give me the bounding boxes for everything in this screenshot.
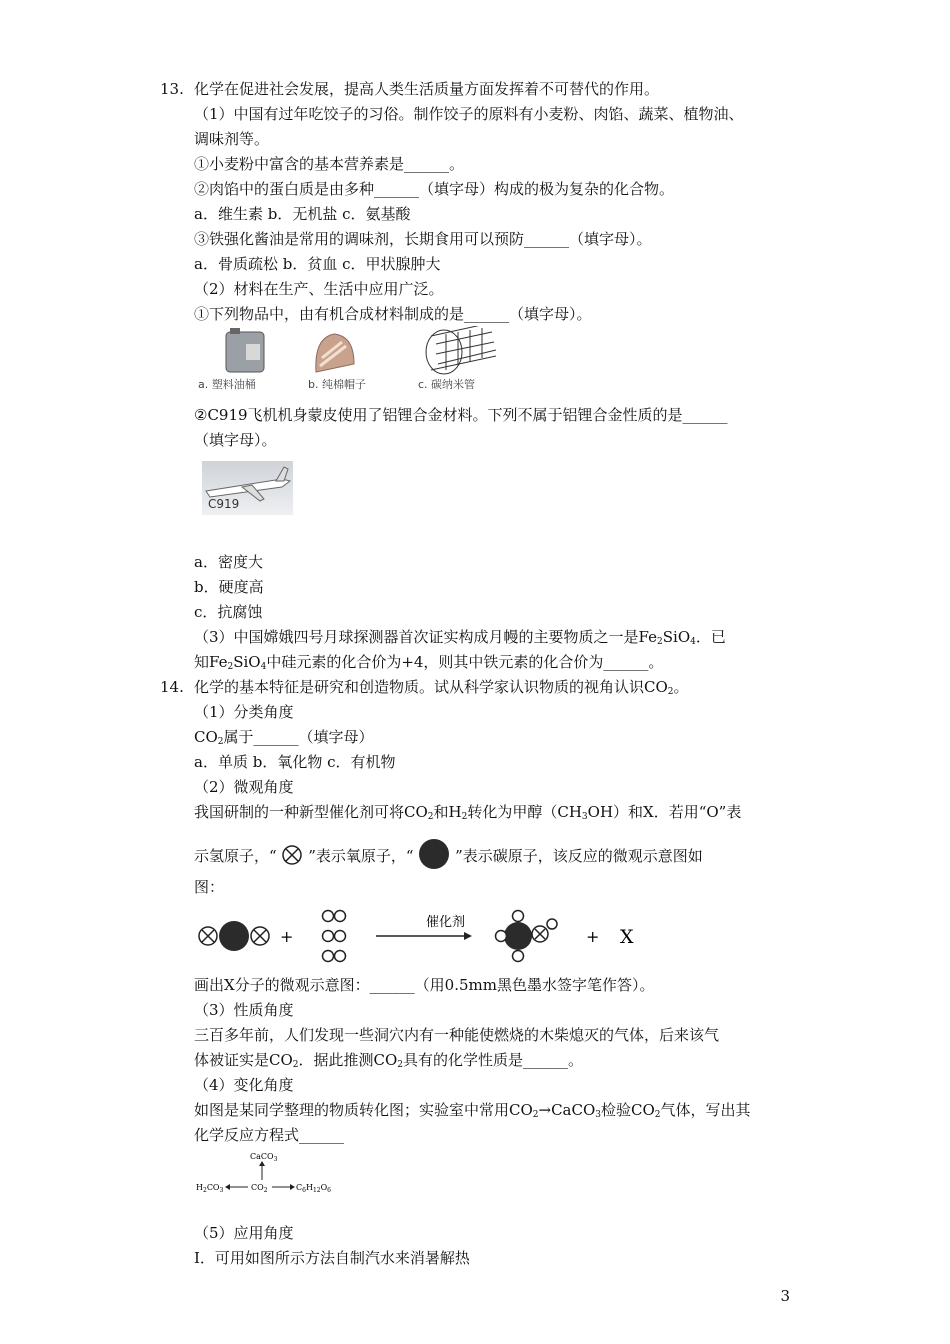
q14-part1-options: a．单质 b．氧化物 c．有机物: [194, 753, 396, 771]
h2-molecules-icon: [323, 911, 346, 962]
q13-alloy-question-line1: ②C919飞机机身蒙皮使用了铝锂合金材料。下列不属于铝锂合金性质的是______: [194, 406, 728, 424]
reaction-diagram: [196, 904, 646, 968]
product-x-label: X: [620, 926, 634, 948]
q14-number: 14.: [160, 678, 184, 696]
q14-part4-line1: 如图是某同学整理的物质转化图；实验室中常用$CO_2\to CaCO_3$检验$CO_2$气体，写出其: [194, 1101, 751, 1120]
caption-cotton-cap: b. 纯棉帽子: [308, 378, 366, 391]
materials-figure: [196, 326, 506, 392]
q13-sub1: ①小麦粉中富含的基本营养素是______。: [194, 155, 465, 173]
q13-alloy-option-a: a．密度大: [194, 553, 263, 571]
q14-part4: （4）变化角度: [194, 1076, 294, 1094]
conversion-diagram: [196, 1148, 346, 1198]
q14-part2-line3: 图：: [194, 878, 225, 896]
cotton-cap-image: [316, 334, 354, 372]
caption-plastic-bucket: a. 塑料油桶: [198, 378, 256, 391]
q13-part3-line2: 知$Fe_2SiO_4$中硅元素的化合价为+4，则其中铁元素的化合价为______。: [194, 653, 664, 672]
carbon-atom-icon: [418, 838, 450, 870]
c919-plane-photo: [202, 461, 293, 515]
svg-text:C6H12O6: $C_6H_{12}O_6$: [296, 1183, 331, 1194]
q13-part2: （2）材料在生产、生活中应用广泛。: [194, 280, 444, 298]
q13-alloy-option-b: b．硬度高: [194, 578, 264, 596]
svg-text:CaCO3: CaCO$_3$: [250, 1152, 278, 1163]
q14-stem: 化学的基本特征是研究和创造物质。试从科学家认识物质的视角认识$CO_2$。: [194, 678, 689, 697]
q13-part1-line1: （1）中国有过年吃饺子的习俗。制作饺子的原料有小麦粉、肉馅、蔬菜、植物油、: [194, 105, 744, 123]
q13-number: 13.: [160, 80, 184, 98]
q13-sub3-options: a．骨质疏松 b．贫血 c．甲状腺肿大: [194, 255, 441, 273]
q14-part1: （1）分类角度: [194, 703, 294, 721]
q13-sub3: ③铁强化酱油是常用的调味剂，长期食用可以预防______（填字母）。: [194, 230, 652, 248]
reaction-drawing: [196, 904, 646, 968]
q14-part2-line2: 示氢原子，“ ”表示氧原子，“ ”表示碳原子，该反应的微观示意图如: [194, 838, 703, 870]
q14-part3-line1: 三百多年前，人们发现一些洞穴内有一种能使燃烧的木柴熄灭的气体，后来该气: [194, 1026, 720, 1044]
plus-sign-2: +: [586, 927, 600, 946]
q13-sub2-options: a．维生素 b．无机盐 c．氨基酸: [194, 205, 411, 223]
q13-part1-line2: 调味剂等。: [194, 130, 270, 148]
caption-carbon-nanotube: c. 碳纳米管: [418, 378, 476, 391]
q13-sub2: ②肉馅中的蛋白质是由多种______（填字母）构成的极为复杂的化合物。: [194, 180, 675, 198]
methanol-molecule-icon: [496, 911, 558, 962]
plane-label: C919: [208, 497, 240, 511]
q13-alloy-option-c: c．抗腐蚀: [194, 603, 263, 621]
q14-part2-answer: 画出X分子的微观示意图：______（用0.5mm黑色墨水签字笔作答）。: [194, 976, 655, 994]
page-number: 3: [780, 1287, 790, 1305]
q14-part5-line1: I．可用如图所示方法自制汽水来消暑解热: [194, 1249, 470, 1267]
q14-part2: （2）微观角度: [194, 778, 294, 796]
q13-alloy-question-line2: （填字母）。: [194, 431, 277, 449]
plus-sign-1: +: [280, 927, 294, 946]
q14-part2-line1: 我国研制的一种新型催化剂可将$CO_2$和$H_2$转化为甲醇$(CH_3OH)$和X．若用“O”表: [194, 803, 742, 822]
svg-text:CO2: $CO_2$: [251, 1183, 268, 1194]
q14-part3-line2: 体被证实是$CO_2$．据此推测$CO_2$具有的化学性质是______。: [194, 1051, 584, 1070]
reaction-arrowhead: [464, 932, 472, 940]
q13-materials-question: ①下列物品中，由有机合成材料制成的是______（填字母）。: [194, 305, 592, 323]
svg-text:H2CO3: $H_2CO_3$: [196, 1183, 224, 1194]
q14-part1-question: $CO_2$属于______（填字母）: [194, 728, 374, 747]
q14-part4-line2: 化学反应方程式______: [194, 1126, 345, 1144]
q14-part3: （3）性质角度: [194, 1001, 294, 1019]
plastic-bucket-image: [226, 328, 264, 372]
q13-stem: 化学在促进社会发展，提高人类生活质量方面发挥着不可替代的作用。: [194, 80, 660, 98]
co2-molecule-icon: [199, 921, 269, 951]
carbon-nanotube-image: [426, 326, 496, 374]
conversion-drawing: [196, 1148, 346, 1198]
oxygen-atom-icon: [281, 844, 303, 866]
catalyst-label: 催化剂: [426, 915, 466, 930]
q13-part3-line1: （3）中国嫦娥四号月球探测器首次证实构成月幔的主要物质之一是$Fe_2SiO_4$．已: [194, 628, 726, 647]
q14-part5: （5）应用角度: [194, 1224, 294, 1242]
